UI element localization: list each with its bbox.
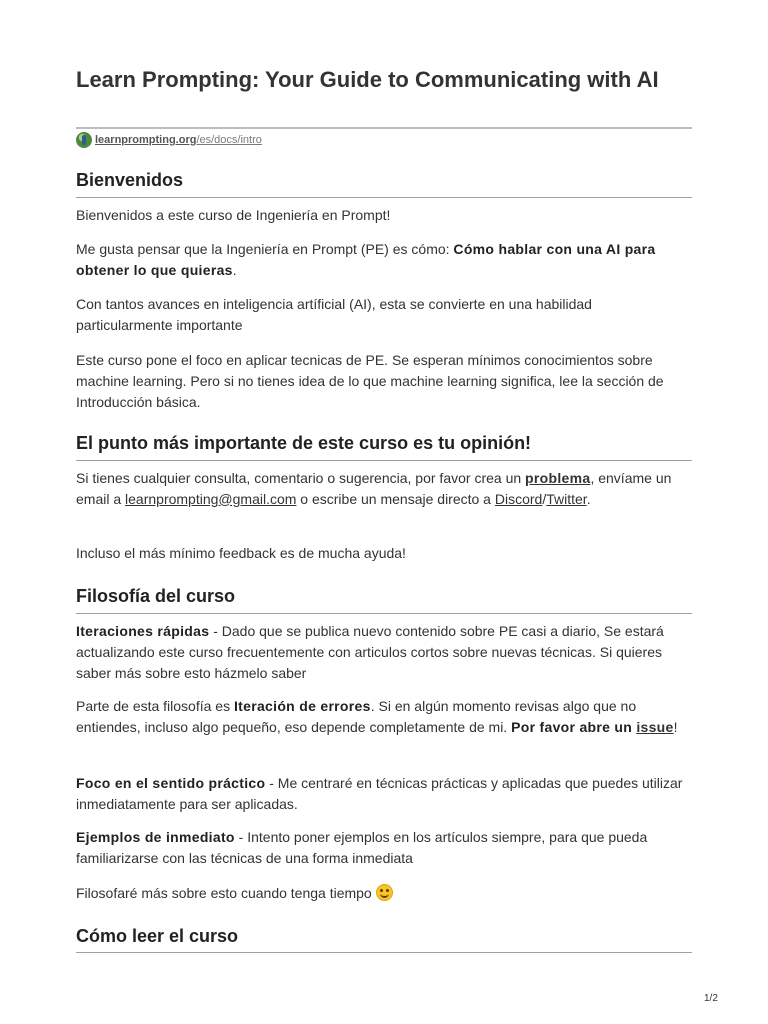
heading-bienvenidos: Bienvenidos <box>76 170 184 190</box>
emphasis: Por favor abre un <box>511 718 637 735</box>
title-divider <box>76 127 692 129</box>
paragraph: Me gusta pensar que la Ingeniería en Prompt (PE) es cómo: Cómo hablar con una AI para obtener lo que quieras. <box>76 241 656 278</box>
issue-link[interactable]: issue <box>636 718 674 735</box>
email-link[interactable]: learnprompting@gmail.com <box>125 490 297 507</box>
discord-link[interactable]: Discord <box>494 490 543 507</box>
twitter-link[interactable]: Twitter <box>546 490 587 507</box>
heading-divider <box>76 460 692 461</box>
smiling-face-icon <box>376 884 393 901</box>
page-counter: 1/2 <box>704 993 718 1004</box>
paragraph: Este curso pone el foco en aplicar tecnicas de PE. Se esperan mínimos conocimientos sobre machine learning. Pero si no tienes idea de lo que machine learning significa, lee la sección de Introducción básica. <box>76 352 664 410</box>
paragraph: Foco en el sentido práctico - Me centraré en técnicas prácticas y aplicadas que puedes utilizar inmediatamente para ser aplicadas. <box>76 775 683 812</box>
heading-divider <box>76 613 692 614</box>
source-url[interactable] <box>76 131 262 149</box>
heading-divider <box>76 952 692 953</box>
heading-como-leer: Cómo leer el curso <box>76 926 239 946</box>
site-favicon-icon <box>76 132 92 148</box>
emphasis: Iteración de errores <box>233 698 371 714</box>
heading-divider <box>76 197 692 198</box>
paragraph: Con tantos avances en inteligencia artíficial (AI), esta se convierte en una habilidad particularmente importante <box>76 296 592 333</box>
paragraph: Parte de esta filosofía es Iteración de errores. Si en algún momento revisas algo que no entiendes, incluso algo pequeño, eso depende completamente de mi. Por favor abre un issue! <box>76 698 678 735</box>
source-host-link[interactable]: learnprompting.org <box>95 134 197 146</box>
heading-filosofia: Filosofía del curso <box>76 586 236 606</box>
emphasis: Foco en el sentido práctico <box>76 775 266 791</box>
emphasis: Cómo hablar con una AI para obtener lo que quieras <box>76 241 656 278</box>
paragraph: Iteraciones rápidas - Dado que se publica nuevo contenido sobre PE casi a diario, Se estará actualizando este curso frecuentemente con articulos cortos sobre nuevas técnicas. Si quieres saber más sobre esto házmelo saber <box>76 623 664 681</box>
paragraph: Si tienes cualquier consulta, comentario o sugerencia, por favor crea un problema, envíame un email a learnprompting@gmail.com o escribe un mensaje directo a Discord/Twitter. <box>76 470 672 507</box>
page-title: Learn Prompting: Your Guide to Communicating with AI <box>76 67 659 92</box>
problema-link[interactable]: problema <box>525 470 591 486</box>
emphasis: Ejemplos de inmediato <box>76 829 235 845</box>
emphasis: Iteraciones rápidas <box>76 623 210 639</box>
paragraph: Filosofaré más sobre esto cuando tenga tiempo <box>76 883 692 904</box>
paragraph: Incluso el más mínimo feedback es de mucha ayuda! <box>76 545 406 561</box>
heading-opinion: El punto más importante de este curso es tu opinión! <box>76 433 532 453</box>
paragraph: Ejemplos de inmediato - Intento poner ejemplos en los artículos siempre, para que pueda familiarizarse con las técnicas de una forma inmediata <box>76 829 648 866</box>
source-path-link[interactable]: /es/docs/intro <box>196 134 262 146</box>
paragraph: Bienvenidos a este curso de Ingeniería en Prompt! <box>76 207 391 223</box>
